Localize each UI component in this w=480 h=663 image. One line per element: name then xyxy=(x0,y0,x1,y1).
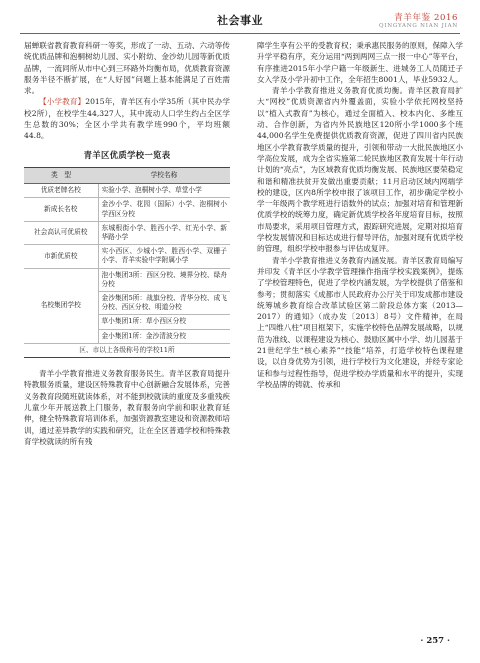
paragraph-primary-education xyxy=(24,96,230,141)
paragraph-text: 2015年，青羊区有小学35所（其中民办学校2所），在校学生44,327人，其中流动人口学生约占全区学生总数的30%；全区小学共有教学班990个，平均班额44.8。 xyxy=(24,97,230,141)
cell-type: 名校集团学校 xyxy=(24,268,98,343)
right-column xyxy=(257,40,463,390)
table-row xyxy=(24,184,230,198)
cell-name: 金沙小学、花园（国际）小学、泡桐树小学西区分校 xyxy=(98,198,230,221)
quality-schools-table xyxy=(24,167,230,358)
page-header xyxy=(20,10,460,34)
table-row xyxy=(24,245,230,268)
page-number: · 257 · xyxy=(420,636,450,646)
cell-type: 新成长名校 xyxy=(24,198,98,221)
table-row xyxy=(24,198,230,221)
section-tag: 【小学教育】 xyxy=(39,97,86,107)
paragraph: 届蝉联省教育教育科研一等奖，形成了一动、五动、六动等传统优质品牌和泡桐树幼儿园、实小附幼、金沙幼儿园等新优质品牌，一流同所从市中心到三环路外均衡布局，优质教育资源服务半径不断扩展，在“人好园”问题上基本能满足了百姓需求。 xyxy=(24,41,230,96)
header-divider xyxy=(20,33,460,34)
table-title: 青羊区优质学校一览表 xyxy=(83,149,171,160)
cell-name: 泡小集团3所：西区分校、境界分校、绿舟分校 xyxy=(98,268,230,291)
cell-name: 实验小学、泡桐树小学、草堂小学 xyxy=(98,184,230,198)
yearbook-title-en: QINGYANG NIAN JIAN xyxy=(378,23,458,29)
cell-name: 金小集团1所：金沙清波分校 xyxy=(98,329,230,343)
cell-name: 东城根街小学、胜西小学、红光小学、新华路小学 xyxy=(98,221,230,244)
cell-type: 社会高认可优质校 xyxy=(24,221,98,244)
column-header-name: 学校名称 xyxy=(98,167,230,183)
cell-name: 草小集团1所：草小西区分校 xyxy=(98,315,230,329)
table-footer-row xyxy=(24,343,230,357)
cell-name: 金沙集团5所：战旗分校、青华分校、成飞分校、西区分校、明道分校 xyxy=(98,292,230,315)
table-footer: 区、市以上各级称号的学校11所 xyxy=(24,343,230,357)
paragraph: 青羊小学教育推进义务教育服务民生。青羊区教育局提升特教服务质量，建设区特殊教育中心创新融合发展体系，完善义务教育段随班就读体系，对不能到校就读的重度及多重残疾儿童少年开展送教上门服务，教育服务向学前和职业教育延伸，健全特殊教育培训体系，加强资源教室建设和资源教师培训，通过差异教学的实践和研究，让在全区普通学校和特殊教育学校就读的所有残 xyxy=(24,369,230,446)
cell-name: 实小西区、少城小学、胜西小学、双栅子小学、青羊实验中学附属小学 xyxy=(98,245,230,268)
paragraph: 青羊小学教育推进义务教育优质均衡。青羊区教育局扩大“网校”优质资源省内外覆盖面，实验小学依托网校坚持以“植入式教育”为核心，通过全面植入、校本内化、多维互动、合作创新，为省内外民族地区120所小学1000多个班44,000名学生免费提供优质教育资源，促进了四川省内民族地区小学教育教学质量的提升，引领和带动一大批民族地区小学高位发展，成为全省实施第二轮民族地区教育发展十年行动计划的“亮点”，为区域教育优质均衡发展、民族地区要荣稳定和谐和精准扶贫开发做出重要贡献；11月启动区域内网端学校的建设，区内8所学校申报了该项目工作，初步确定学校小学一年级两个教学班进行语数外的试点；加强对培育和管理新优质学校的统筹力度，确定新优质学校各年度培育目标，按照市局要求，采用项目管理方式，跟踪研究进展，定期对拟培育学校发展情况和目标达成进行督导评估，加强对现有优质学校的管理，组织学校申报参与评估成复评。 xyxy=(257,86,463,254)
yearbook-title: 青羊年鉴 2016 xyxy=(394,13,458,23)
paragraph: 障学生享有公平的受教育权；秉承惠民服务的原则，保障入学升学平稳有序，充分运用“两到两网三点一报一中心”等平台，有序推进2015年小学户籍一年级新生、进城务工人员随迁子女入学及小学升初中工作，全年招生8001人，毕业5932人。 xyxy=(257,41,463,84)
section-title: 社会事业 xyxy=(217,14,263,27)
table-header-row xyxy=(24,167,230,183)
left-column xyxy=(24,40,230,447)
table-row xyxy=(24,268,230,291)
cell-type: 市新优质校 xyxy=(24,245,98,268)
cell-type: 优质老牌名校 xyxy=(24,184,98,198)
paragraph: 青羊小学教育推进义务教育内涵发展。青羊区教育局编写并印发《青羊区小学教学管理操作指南学校实践案例》，提炼了学校管理特色，促进了学校内涵发展，为学校提供了借鉴和参考；贯彻落实《成都市人民政府办公厅关于印发成都市建设统筹城乡教育综合改革试验区第二阶段总体方案（2013—2017）的通知》（成办发〔2013〕8号）文件精神，在局上“四维八柱”项目框架下，实施学校特色品牌发展战略，以规范为准线、以课程建设为核心、鼓励区属中小学、幼儿园基于21世纪学生“核心素养”“技能”培养，打造学校特色课程建设，以自身优势为引领，进行学校行为文化建设，并经专家论证和参与过程性指导，促进学校办学质量和水平的提升，实现学校品牌的铸就、传承和 xyxy=(257,255,463,389)
table-row xyxy=(24,221,230,244)
column-header-type: 类 型 xyxy=(24,167,98,183)
